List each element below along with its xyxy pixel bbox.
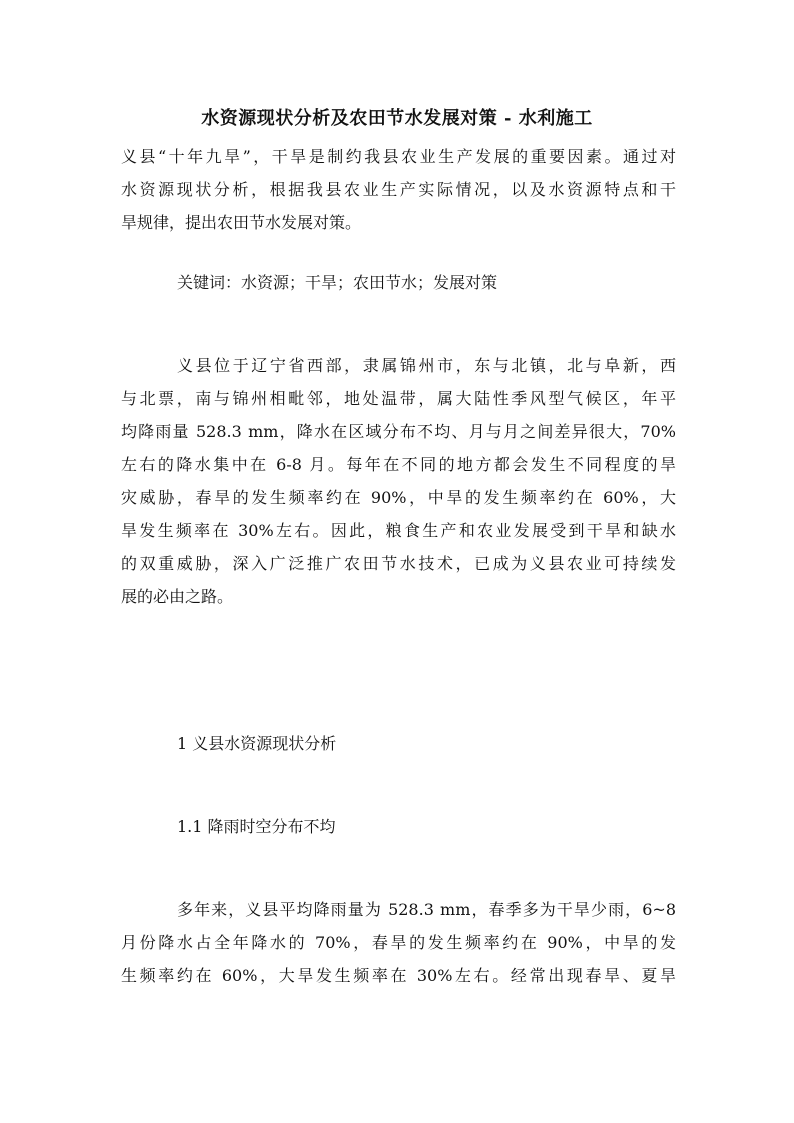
section-line: 生频率约在 60%，大旱发生频率在 30%左右。经常出现春旱、夏旱 [121,966,676,985]
intro-line: 左右的降水集中在 6-8 月。每年在不同的地方都会发生不同程度的旱 [121,455,676,474]
abstract-line: 义县“十年九旱”，干旱是制约我县农业生产发展的重要因素。通过对 [121,147,676,166]
abstract-line: 水资源现状分析，根据我县农业生产实际情况，以及水资源特点和干 [121,180,676,199]
intro-line: 均降雨量 528.3 mm，降水在区域分布不均、月与月之间差异很大，70% [121,422,676,441]
section-1-1-paragraph [121,893,676,992]
intro-line: 旱发生频率在 30%左右。因此，粮食生产和农业发展受到干旱和缺水 [121,521,676,540]
intro-paragraph [121,349,676,613]
intro-line: 与北票，南与锦州相毗邻，地处温带，属大陆性季风型气候区，年平 [121,389,676,408]
section-line: 多年来，义县平均降雨量为 528.3 mm，春季多为干旱少雨，6~8 [177,900,676,919]
intro-line: 灾威胁，春旱的发生频率约在 90%，中旱的发生频率约在 60%，大 [121,488,676,507]
section-line: 月份降水占全年降水的 70%，春旱的发生频率约在 90%，中旱的发 [121,933,676,952]
keywords-line: 关键词：水资源；干旱；农田节水；发展对策 [177,273,498,292]
intro-line: 义县位于辽宁省西部，隶属锦州市，东与北镇，北与阜新，西 [177,356,676,375]
document-title: 水资源现状分析及农田节水发展对策 - 水利施工 [201,108,593,129]
section-1-heading: 1 义县水资源现状分析 [177,734,337,753]
section-1-1-heading: 1.1 降雨时空分布不均 [177,817,336,836]
intro-line: 的双重威胁，深入广泛推广农田节水技术，已成为义县农业可持续发 [121,554,676,573]
abstract-paragraph [121,140,676,239]
abstract-line: 旱规律，提出农田节水发展对策。 [121,213,362,232]
intro-line: 展的必由之路。 [121,587,234,606]
